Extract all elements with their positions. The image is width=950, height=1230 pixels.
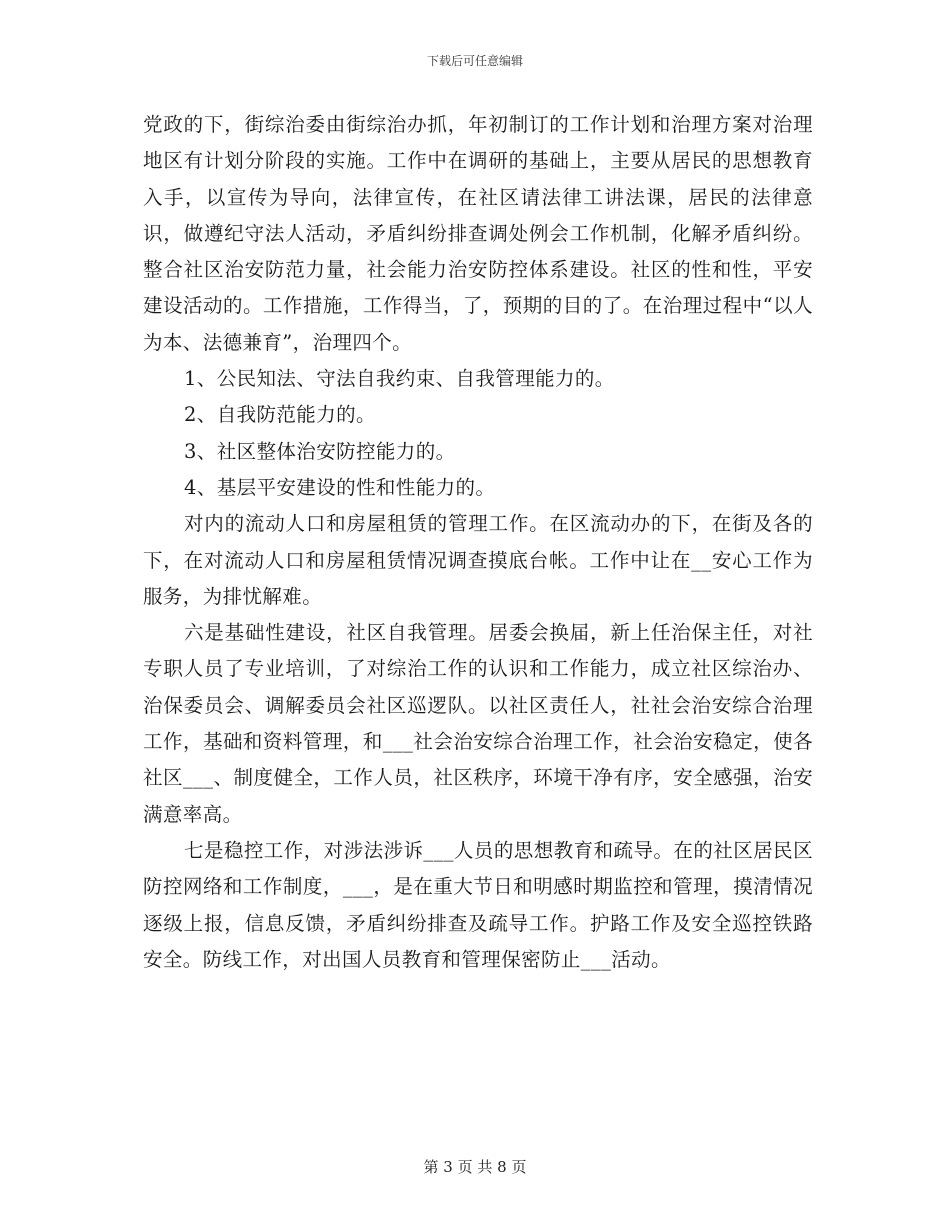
paragraph-six-infrastructure: 六是基础性建设，社区自我管理。居委会换届，新上任治保主任，对社专职人员了专业培训，了对综治工作的认识和工作能力，成立社区综治办、治保委员会、调解委员会社区巡逻队。以社区责任人，社社会治安综合治理工作，基础和资料管理，和___社会治安综合治理工作，社会治安稳定，使各社区___、制度健全，工作人员，社区秩序，环境干净有序，安全感强，治安满意率高。	[143, 621, 813, 826]
list-item-1: 1、公民知法、守法自我约束、自我管理能力的。	[184, 367, 615, 391]
paragraph-intro: 党政的下，街综治委由街综治办抓，年初制订的工作计划和治理方案对治理地区有计划分阶段的实施。工作中在调研的基础上，主要从居民的思想教育入手，以宣传为导向，法律宣传，在社区请法律工讲法课，居民的法律意识，做遵纪守法人活动，矛盾纠纷排查调处例会工作机制，化解矛盾纠纷。整合社区治安防范力量，社会能力治安防控体系建设。社区的性和性，平安建设活动的。工作措施，工作得当，了，预期的目的了。在治理过程中“以人为本、法德兼育”，治理四个。	[143, 113, 813, 354]
document-body	[143, 107, 813, 978]
list-item-3: 3、社区整体治安防控能力的。	[184, 439, 456, 463]
page-header: 下载后可任意编辑	[426, 54, 523, 68]
list-item-4: 4、基层平安建设的性和性能力的。	[184, 475, 496, 499]
list-item-2: 2、自我防范能力的。	[184, 403, 376, 427]
paragraph-seven-stability: 七是稳控工作，对涉法涉诉___人员的思想教育和疏导。在的社区居民区防控网络和工作制度，___，是在重大节日和明感时期监控和管理，摸清情况逐级上报，信息反馈，矛盾纠纷排查及疏导工作。护路工作及安全巡控铁路安全。防线工作，对出国人员教育和管理保密防止___活动。	[143, 838, 813, 971]
page-number-footer: 第 3 页 共 8 页	[423, 1158, 527, 1176]
paragraph-floating-population: 对内的流动人口和房屋租赁的管理工作。在区流动办的下，在街及各的下，在对流动人口和房屋租赁情况调查摸底台帐。工作中让在__安心工作为服务，为排忧解难。	[143, 512, 813, 608]
